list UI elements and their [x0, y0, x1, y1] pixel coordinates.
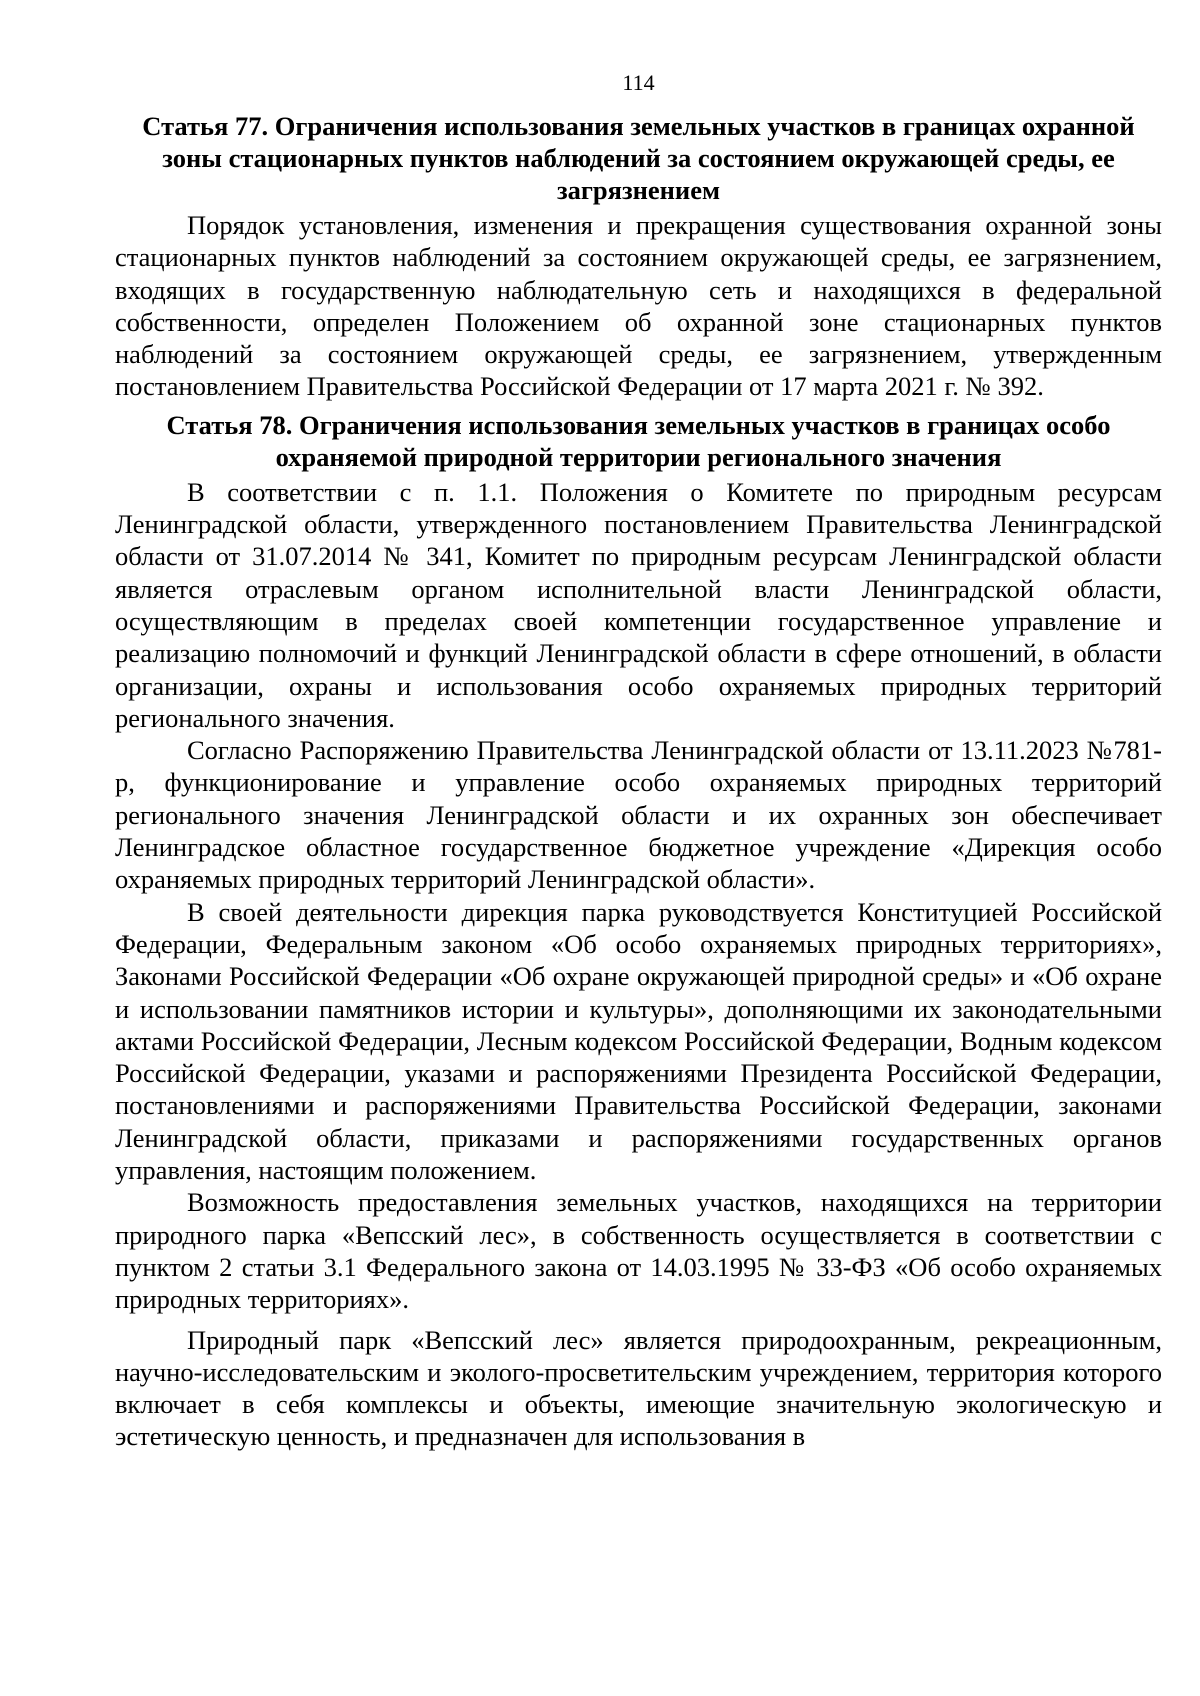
article-78-paragraph: В соответствии с п. 1.1. Положения о Комитете по природным ресурсам Ленинградской области, утвержденного постановлением Правительства Ленинградской области от 31.07.2014 № 341, Комитет по природным ресурсам Ленинградской области является отраслевым органом исполнительной власти Ленинградской области, осуществляющим в пределах своей компетенции государственное управление и реализацию полномочий и функций Ленинградской области в сфере отношений, в области организации, охраны и использования особо охраняемых природных территорий регионального значения.	[115, 476, 1162, 733]
page-number: 114	[622, 70, 655, 95]
article-78-paragraph: Согласно Распоряжению Правительства Ленинградской области от 13.11.2023 №781-р, функционирование и управление особо охраняемых природных территорий регионального значения Ленинградской области и их охранных зон обеспечивает Ленинградское областное государственное бюджетное учреждение «Дирекция особо охраняемых природных территорий Ленинградской области».	[115, 735, 1162, 895]
article-78-heading: Статья 78. Ограничения использования земельных участков в границах особо охраняемой природной территории регионального значения	[166, 409, 1111, 472]
document-page	[115, 70, 1162, 1453]
article-78-paragraph: Возможность предоставления земельных участков, находящихся на территории природного парка «Вепсский лес», в собственность осуществляется в соответствии с пунктом 2 статьи 3.1 Федерального закона от 14.03.1995 № 33-ФЗ «Об особо охраняемых природных территориях».	[115, 1187, 1162, 1315]
article-77-heading: Статья 77. Ограничения использования земельных участков в границах охранной зоны стационарных пунктов наблюдений за состоянием окружающей среды, ее загрязнением	[142, 111, 1135, 205]
article-77-paragraph: Порядок установления, изменения и прекращения существования охранной зоны стационарных пунктов наблюдений за состоянием окружающей среды, ее загрязнением, входящих в государственную наблюдательную сеть и находящихся в федеральной собственности, определен Положением об охранной зоне стационарных пунктов наблюдений за состоянием окружающей среды, ее загрязнением, утвержденным постановлением Правительства Российской Федерации от 17 марта 2021 г. № 392.	[115, 210, 1162, 402]
article-78-paragraph: Природный парк «Вепсский лес» является природоохранным, рекреационным, научно-исследовательским и эколого-просветительским учреждением, территория которого включает в себя комплексы и объекты, имеющие значительную экологическую и эстетическую ценность, и предназначен для использования в	[115, 1324, 1162, 1452]
article-78-paragraph: В своей деятельности дирекция парка руководствуется Конституцией Российской Федерации, Федеральным законом «Об особо охраняемых природных территориях», Законами Российской Федерации «Об охране окружающей природной среды» и «Об охране и использовании памятников истории и культуры», дополняющими их законодательными актами Российской Федерации, Лесным кодексом Российской Федерации, Водным кодексом Российской Федерации, указами и распоряжениями Президента Российской Федерации, постановлениями и распоряжениями Правительства Российской Федерации, законами Ленинградской области, приказами и распоряжениями государственных органов управления, настоящим положением.	[115, 896, 1162, 1186]
